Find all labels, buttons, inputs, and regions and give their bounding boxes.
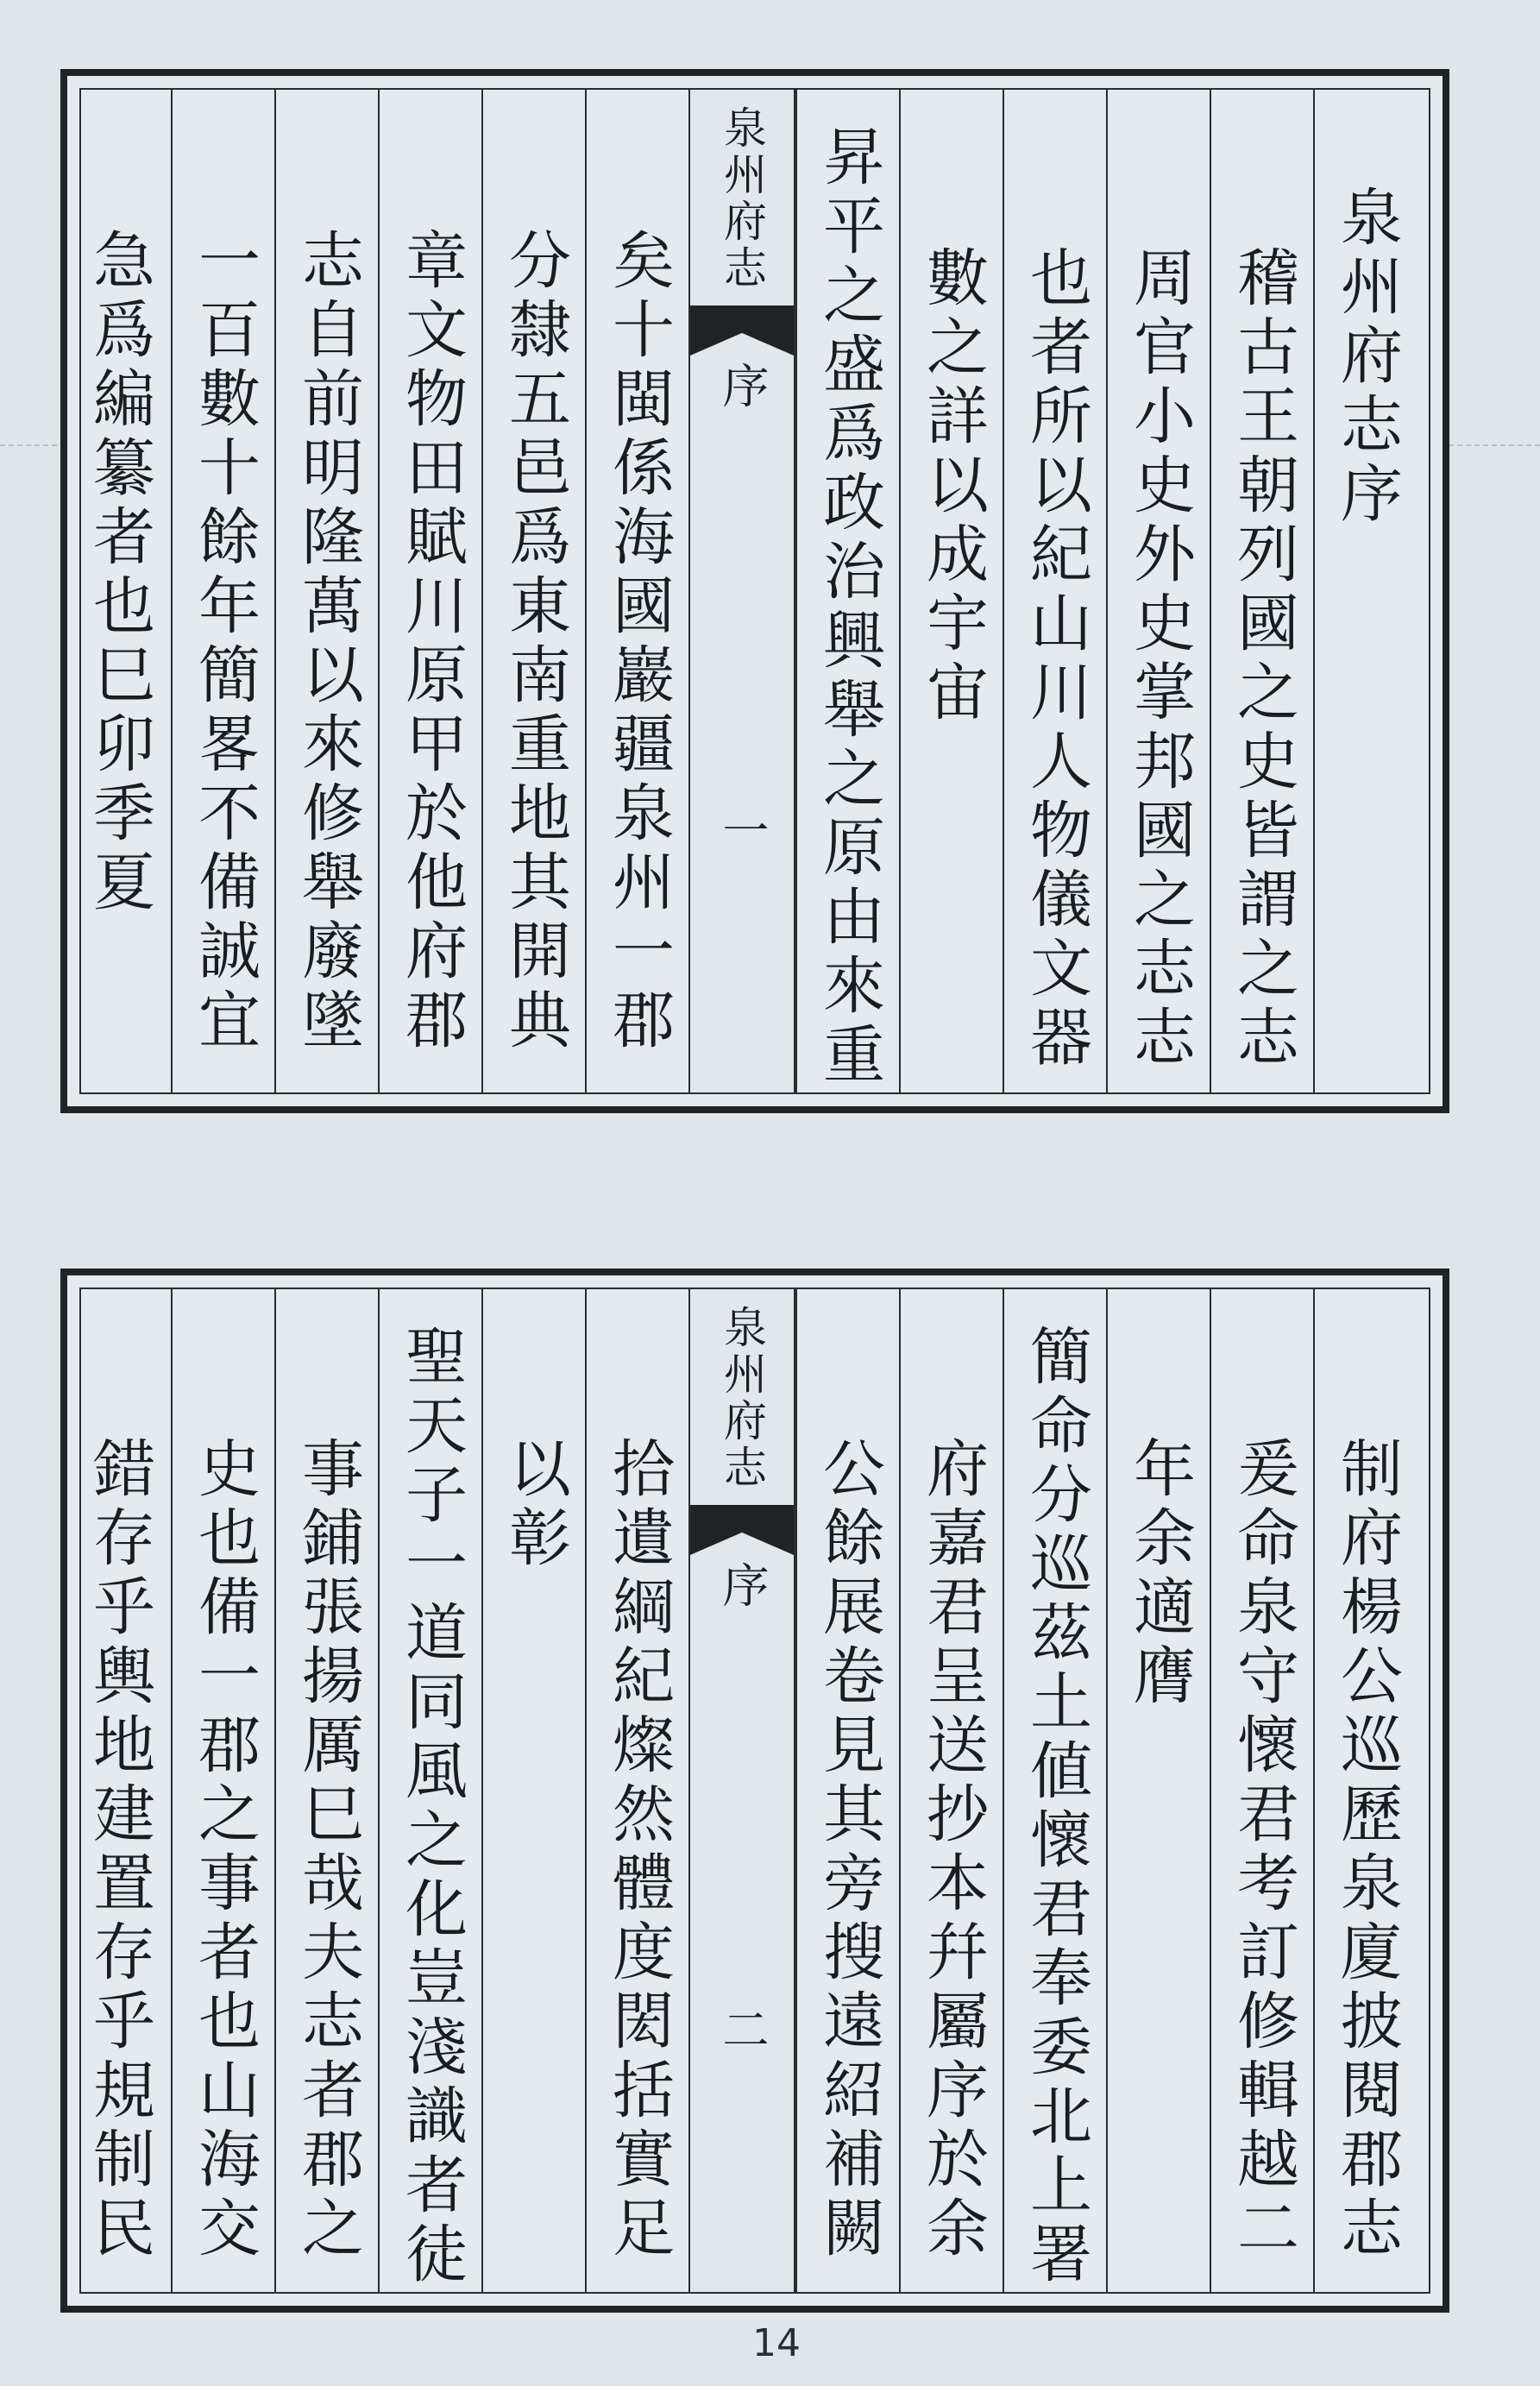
page-frame (79, 88, 1430, 1094)
text-column (1210, 1289, 1313, 2292)
text-line: 一百數十餘年簡畧不備誠宜 (188, 228, 261, 1056)
text-column (274, 90, 378, 1092)
fishtail-mark (690, 1505, 794, 1555)
text-column (481, 90, 585, 1092)
text-line: 志自前明隆萬以來修舉廢墜 (292, 228, 364, 1056)
text-column (378, 1289, 481, 2292)
leaf-number: 二 (715, 2005, 770, 2052)
page-frame (79, 1287, 1430, 2294)
text-line: 拾遺綱紀燦然體度閎括實足 (602, 1436, 675, 2264)
document-page-2 (60, 1269, 1449, 2313)
text-line: 急爲編纂者也巳卯季夏 (83, 228, 155, 918)
center-fold-margin (688, 90, 795, 1092)
text-line: 事鋪張揚厲巳哉夫志者郡之 (292, 1436, 364, 2264)
text-column (585, 1289, 688, 2292)
fishtail-mark (690, 305, 794, 356)
text-column (171, 1289, 274, 2292)
text-line: 公餘展卷見其旁搜遠紹補闕 (813, 1436, 885, 2264)
text-column (1313, 1289, 1417, 2292)
text-column (1106, 1289, 1210, 2292)
section-label: 序 (715, 1561, 770, 1608)
section-label: 序 (715, 362, 770, 408)
center-fold-margin (688, 1289, 795, 2292)
text-line: 數之詳以成宇宙 (916, 245, 989, 728)
text-column (274, 1289, 378, 2292)
leaf-number: 一 (715, 806, 770, 853)
text-column (585, 90, 688, 1092)
book-title: 泉州府志 (717, 1305, 767, 1491)
preface-heading: 泉州府志序 (1330, 185, 1403, 530)
folio-number: 14 (752, 2321, 801, 2365)
text-column (795, 90, 899, 1092)
text-column (171, 90, 274, 1092)
document-page-1 (60, 69, 1449, 1113)
text-column (795, 1289, 899, 2292)
text-line: 以彰 (499, 1436, 571, 1574)
text-line: 分隸五邑爲東南重地其開典 (499, 228, 571, 1056)
text-line: 年余適膺 (1123, 1436, 1196, 1712)
text-column (1313, 90, 1417, 1092)
text-line: 矣十閩係海國巖疆泉州一郡 (602, 228, 675, 1056)
text-line: 制府楊公巡歷泉廈披閱郡志 (1330, 1436, 1403, 2264)
text-line: 爰命泉守懷君考訂修輯越二 (1227, 1436, 1299, 2264)
text-column (1003, 1289, 1106, 2292)
text-line: 稽古王朝列國之史皆謂之志 (1227, 245, 1299, 1073)
text-line: 也者所以紀山川人物儀文器 (1020, 245, 1092, 1073)
text-line: 錯存乎輿地建置存乎規制民 (83, 1436, 155, 2264)
text-line: 簡命分巡茲土値懷君奉委北上署 (1020, 1324, 1092, 2290)
text-line: 史也備一郡之事者也山海交 (188, 1436, 261, 2264)
text-line: 府嘉君呈送抄本幷屬序於余 (916, 1436, 989, 2264)
text-line: 周官小史外史掌邦國之志志 (1123, 245, 1196, 1073)
text-column (899, 90, 1003, 1092)
text-column (378, 90, 481, 1092)
text-column (899, 1289, 1003, 2292)
text-column (481, 1289, 585, 2292)
text-line: 章文物田賦川原甲於他府郡 (395, 228, 468, 1056)
text-column (1210, 90, 1313, 1092)
text-column (67, 1289, 171, 2292)
text-line: 聖天子一道同風之化豈淺識者徒 (395, 1324, 468, 2290)
text-column (1003, 90, 1106, 1092)
text-column (1106, 90, 1210, 1092)
text-column (67, 90, 171, 1092)
book-title: 泉州府志 (717, 105, 767, 292)
text-line: 昇平之盛爲政治興舉之原由來重 (813, 124, 885, 1091)
